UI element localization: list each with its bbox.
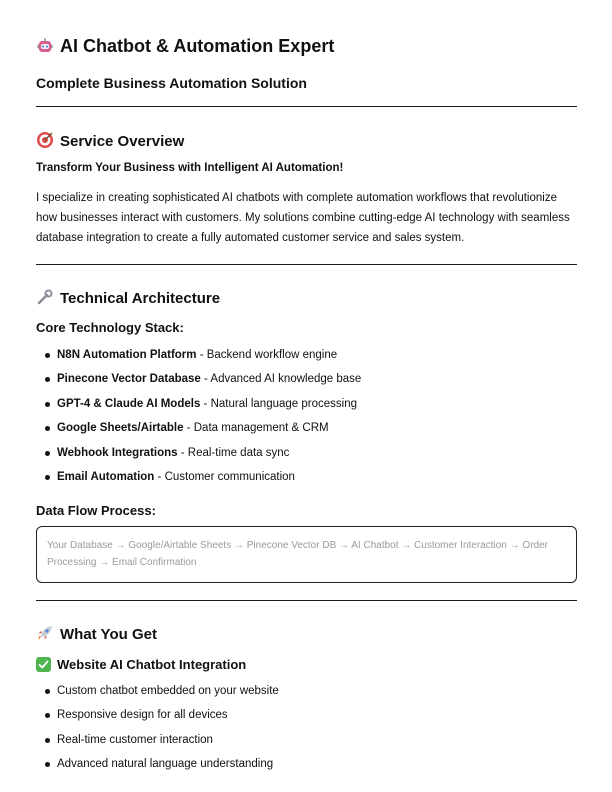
divider — [36, 264, 577, 265]
deliverables-list — [36, 683, 279, 781]
list-item: Real-time customer interaction — [36, 732, 279, 756]
divider — [36, 600, 577, 601]
list-item: Email Automation - Customer communication — [36, 469, 361, 493]
data-flow-box: Your Database → Google/Airtable Sheets → Pinecone Vector DB → AI Chatbot → Customer Interaction → Order Processing → Email Confirmation — [36, 526, 577, 583]
section-heading-architecture: Technical Architecture — [36, 288, 220, 307]
page-title — [36, 36, 334, 57]
list-item: Responsive design for all devices — [36, 707, 279, 731]
overview-body: I specialize in creating sophisticated AI chatbots with complete automation workflows that revolutionize how businesses interact with customers. My solutions combine cutting-edge AI technology with seamless database integration to create a fully automated customer service and sales system. — [36, 192, 570, 244]
rocket-icon — [36, 624, 54, 642]
check-box-icon — [36, 657, 51, 672]
list-item: Google Sheets/Airtable - Data management & CRM — [36, 420, 361, 444]
stack-heading: Core Technology Stack: — [36, 320, 184, 335]
tech-stack-list — [36, 347, 361, 493]
overview-tagline: Transform Your Business with Intelligent AI Automation! — [36, 162, 344, 174]
flow-heading: Data Flow Process: — [36, 503, 156, 518]
robot-icon — [36, 37, 54, 55]
divider — [36, 106, 577, 107]
list-item: Pinecone Vector Database - Advanced AI knowledge base — [36, 371, 361, 395]
page-title-text: AI Chatbot & Automation Expert — [60, 36, 335, 56]
page-subtitle: Complete Business Automation Solution — [36, 75, 307, 91]
deliverables-subheading: Website AI Chatbot Integration — [36, 657, 246, 672]
list-item: Webhook Integrations - Real-time data sync — [36, 445, 361, 469]
section-heading-deliverables: What You Get — [36, 624, 157, 643]
list-item: Custom chatbot embedded on your website — [36, 683, 279, 707]
target-icon — [36, 131, 54, 149]
section-heading-overview: Service Overview — [36, 131, 184, 150]
wrench-icon — [36, 288, 54, 306]
list-item: N8N Automation Platform - Backend workflow engine — [36, 347, 361, 371]
list-item: Advanced natural language understanding — [36, 756, 279, 780]
list-item: GPT-4 & Claude AI Models - Natural language processing — [36, 396, 361, 420]
